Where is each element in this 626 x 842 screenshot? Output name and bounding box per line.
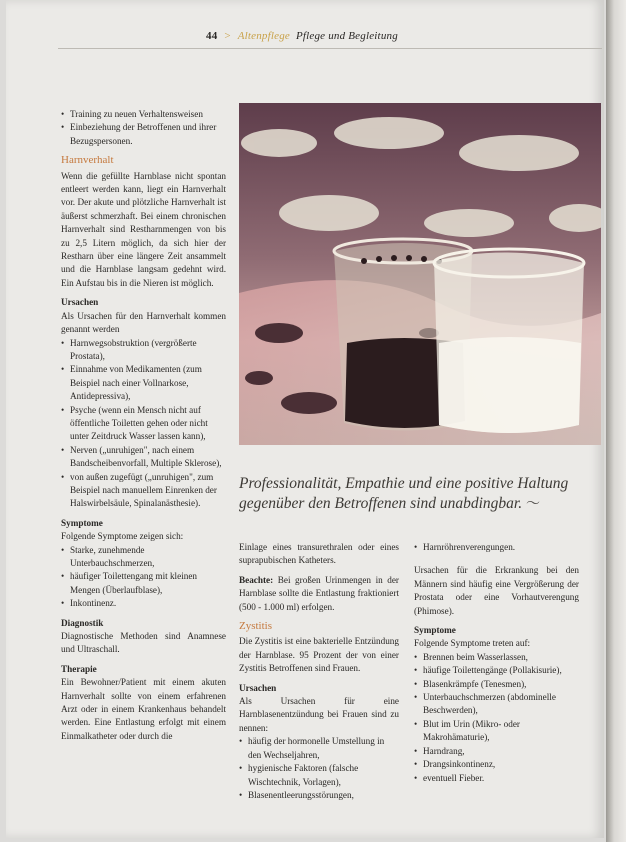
ursachen-heading: Ursachen [61, 297, 99, 308]
list-item: • Einnahme von Medikamenten (zum Beispiel nach einer Vollnarkose, Antidepressiva), [61, 363, 226, 403]
list-item: • Harnröhrenverengungen. [414, 541, 579, 554]
diagnostik-paragraph: Diagnostische Methoden sind Anamnese und Ultraschall. [61, 631, 226, 655]
list-item: • Nerven („unruhigen", nach einem Bandscheibenvorfall, Multiple Sklerose), [61, 444, 226, 471]
breadcrumb-separator: > [224, 30, 231, 42]
katheter-paragraph: Einlage eines transurethralen oder eines suprapubischen Katheters. [239, 542, 399, 566]
photo-glasses [239, 103, 601, 445]
intro-bullet-list [61, 108, 226, 148]
section-name: Altenpflege [237, 30, 291, 42]
ursachen-bullet-list [61, 337, 226, 511]
list-item: • häufige Toilettengänge (Pollakisurie), [414, 664, 579, 677]
ursachen-paragraph-2: Als Ursachen für eine Harnblasenentzündung bei Frauen sind zu nennen: [239, 696, 399, 733]
harnverhalt-heading: Harnverhalt [61, 154, 114, 167]
list-item: • häufiger Toilettengang mit kleinen Mengen (Überlaufblase), [61, 570, 226, 597]
list-item: • Einbeziehung der Betroffenen und ihrer Bezugspersonen. [61, 121, 226, 148]
top-bullet-list [414, 541, 579, 554]
running-head [206, 30, 398, 42]
list-item: • Harndrang, [414, 745, 579, 758]
symptome-heading: Symptome [61, 517, 103, 528]
zystitis-heading: Zystitis [239, 620, 273, 633]
list-item: • von außen zugefügt („unruhigen", zum Beispiel nach manuellem Einrenken der Halswirbelsäule, Spinalanästhesie). [61, 471, 226, 511]
beachte-text: Bei großen Urinmengen in der Harnblase sollte die Entlastung fraktioniert (500 - 1.000 ml) erfolgen. [239, 574, 399, 612]
list-item: • hygienische Faktoren (falsche Wischtechnik, Vorlagen), [239, 762, 399, 789]
pull-quote [239, 474, 601, 515]
symptome-paragraph: Folgende Symptome zeigen sich: [61, 531, 184, 542]
list-item: • Blut im Urin (Mikro- oder Makrohämaturie), [414, 718, 579, 745]
header-rule [58, 48, 602, 49]
list-item: • Inkontinenz. [61, 597, 226, 610]
list-item: • häufig der hormonelle Umstellung in den Wechseljahren, [239, 735, 399, 762]
ursachen-heading-2: Ursachen [239, 682, 277, 693]
list-item: • Training zu neuen Verhaltensweisen [61, 108, 226, 121]
therapie-heading: Therapie [61, 663, 97, 674]
maenner-paragraph: Ursachen für die Erkrankung bei den Männern sind häufig eine Vergrößerung der Prostata oder eine Vorhautverengung (Phimose). [414, 565, 579, 616]
list-item: • eventuell Fieber. [414, 772, 579, 785]
list-item: • Harnwegsobstruktion (vergrößerte Prostata), [61, 337, 226, 364]
zystitis-paragraph: Die Zystitis ist eine bakterielle Entzündung der Harnblase. 95 Prozent der von einer Zystitis Betroffenen sind Frauen. [239, 636, 399, 674]
beachte-label: Beachte: [239, 574, 274, 585]
wave-end-icon: 〜 [526, 497, 540, 512]
list-item: • Blasenkrämpfe (Tenesmen), [414, 678, 579, 691]
diagnostik-heading: Diagnostik [61, 617, 104, 628]
therapie-paragraph: Ein Bewohner/Patient mit einem akuten Harnverhalt sollte von einem erfahrenen Arzt oder in einem Krankenhaus behandelt werden. Eine Entlastung erfolgt mit einem Einmalkatheter oder durch die [61, 677, 226, 741]
list-item: • Drangsinkontinenz, [414, 758, 579, 771]
symptome-heading-2: Symptome [414, 625, 456, 636]
list-item: • Brennen beim Wasserlassen, [414, 651, 579, 664]
symptome-paragraph-2: Folgende Symptome treten auf: [414, 638, 531, 649]
column-right [414, 541, 579, 791]
column-middle [239, 541, 399, 808]
page-number: 44 [206, 30, 218, 42]
list-item: • Unterbauchschmerzen (abdominelle Beschwerden), [414, 691, 579, 718]
ursachen-bullet-list-2 [239, 735, 399, 802]
column-left [61, 108, 226, 749]
list-item: • Blasenentleerungsstörungen, [239, 789, 399, 802]
chapter-title: Pflege und Begleitung [295, 30, 398, 42]
book-page [6, 0, 604, 838]
harnverhalt-paragraph: Wenn die gefüllte Harnblase nicht spontan entleert werden kann, liegt ein Harnverhalt vor. Der akute und plötzliche Harnverhalt ist äußerst schmerzhaft. Bei einem chronischen Harnverhalt sind Restharnmengen von bis zu 2,5 Litern möglich, da sich hier der Restharn über eine längere Zeit ansammelt und die Harnblase langsam gedehnt wird. Ein Aufstau bis in die Nieren ist möglich. [61, 170, 226, 288]
beachte-paragraph [239, 574, 399, 614]
page-edge [606, 0, 626, 842]
symptome-bullet-list-2 [414, 651, 579, 785]
list-item: • Psyche (wenn ein Mensch nicht auf öffentliche Toiletten gehen oder nicht unter Zeitdruck Wasser lassen kann), [61, 404, 226, 444]
symptome-bullet-list [61, 544, 226, 611]
pull-quote-text: Professionalität, Empathie und eine positive Haltung gegenüber den Betroffenen sind unabdingbar. [239, 475, 569, 512]
photo-illustration [239, 103, 601, 445]
ursachen-paragraph: Als Ursachen für den Harnverhalt kommen genannt werden [61, 310, 226, 335]
list-item: • Starke, zunehmende Unterbauchschmerzen, [61, 544, 226, 571]
